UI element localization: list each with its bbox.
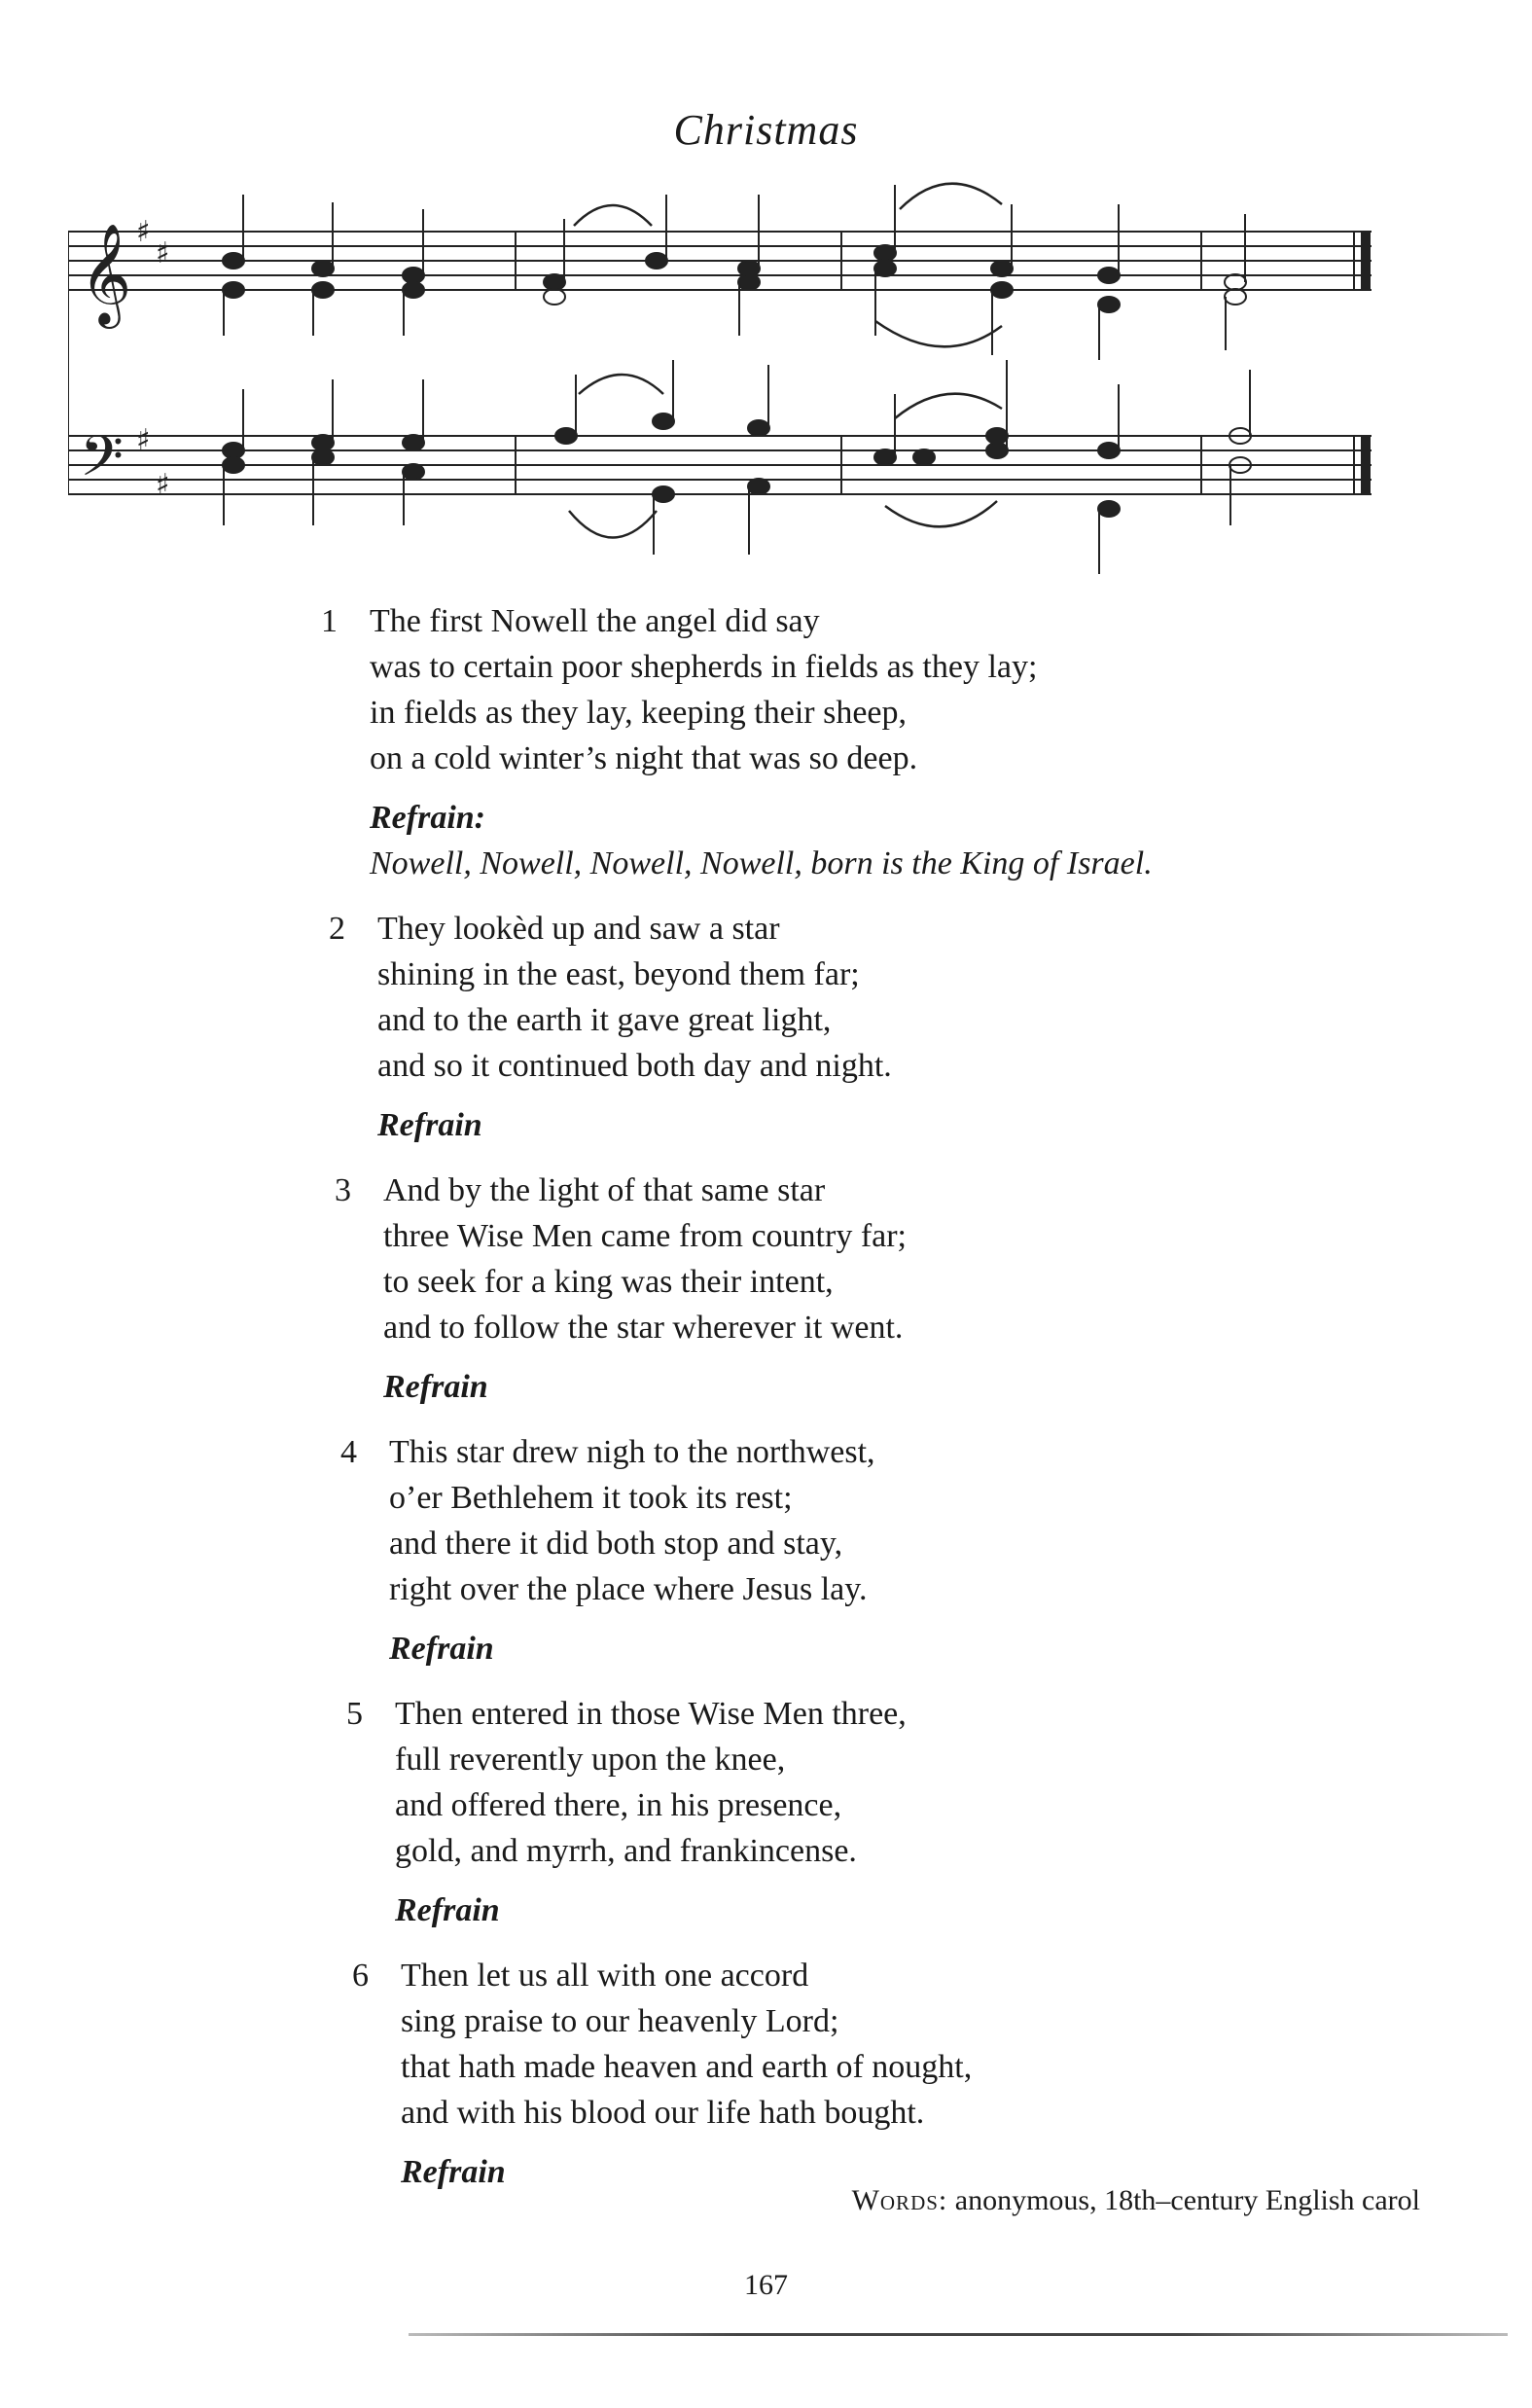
- verse-line: three Wise Men came from country far;: [383, 1218, 908, 1254]
- verse-number: 3: [335, 1172, 351, 1208]
- verse-number: 4: [340, 1434, 357, 1470]
- bass-clef-icon: [80, 423, 124, 503]
- treble-notes: [223, 185, 1246, 360]
- refrain-label: Refrain: [395, 1892, 500, 1928]
- verse-line: on a cold winter’s night that was so deep.: [370, 740, 918, 776]
- verse-line: and with his blood our life hath bought.: [401, 2095, 925, 2131]
- verse-line: gold, and myrrh, and frankincense.: [395, 1833, 857, 1869]
- verse-line: shining in the east, beyond them far;: [377, 956, 860, 992]
- verse-line: The first Nowell the angel did say: [370, 603, 820, 639]
- verse-line: And by the light of that same star: [383, 1172, 826, 1208]
- verse-line: and there it did both stop and stay,: [389, 1526, 843, 1562]
- verse-line: They lookèd up and saw a star: [377, 911, 780, 947]
- page-number: 167: [744, 2269, 788, 2301]
- svg-text:♯: ♯: [156, 468, 170, 502]
- verse-line: and offered there, in his presence,: [395, 1787, 842, 1823]
- treble-staff: [68, 232, 1372, 290]
- verse-number: 1: [321, 603, 338, 639]
- verse-5: [346, 1691, 1391, 1933]
- verse-line: to seek for a king was their intent,: [383, 1264, 834, 1300]
- verse-line: right over the place where Jesus lay.: [389, 1571, 868, 1607]
- bass-staff: [68, 436, 1372, 494]
- verse-line: full reverently upon the knee,: [395, 1742, 786, 1778]
- verse-6: [352, 1953, 1391, 2195]
- verse-number: 2: [329, 911, 345, 947]
- credit-text: anonymous, 18th–century English carol: [954, 2184, 1420, 2216]
- verse-line: o’er Bethlehem it took its rest;: [389, 1480, 793, 1516]
- verse-line: This star drew nigh to the northwest,: [389, 1434, 875, 1470]
- refrain-label: Refrain: [377, 1107, 482, 1143]
- verse-2: [329, 906, 1391, 1148]
- music-score: [68, 165, 1391, 593]
- verse-1: [321, 598, 1391, 886]
- treble-clef-icon: [80, 223, 131, 329]
- verse-line: Then entered in those Wise Men three,: [395, 1696, 907, 1732]
- verse-4: [340, 1429, 1391, 1671]
- barlines: [68, 232, 1370, 494]
- verse-line: and so it continued both day and night.: [377, 1048, 892, 1084]
- verse-line: and to follow the star wherever it went.: [383, 1310, 904, 1346]
- bass-notes: [223, 360, 1251, 574]
- svg-text:♯: ♯: [156, 236, 170, 270]
- refrain-text: Nowell, Nowell, Nowell, Nowell, born is the King of Israel.: [370, 845, 1153, 881]
- svg-text:𝄢: 𝄢: [80, 423, 125, 503]
- refrain-label: Refrain: [383, 1369, 488, 1405]
- verse-line: and to the earth it gave great light,: [377, 1002, 832, 1038]
- verse-line: sing praise to our heavenly Lord;: [401, 2003, 839, 2039]
- svg-text:♯: ♯: [136, 215, 151, 249]
- svg-text:♯: ♯: [136, 423, 151, 457]
- refrain-label: Refrain: [389, 1631, 494, 1667]
- svg-text:𝄞: 𝄞: [80, 223, 132, 325]
- refrain-label: Refrain:: [370, 800, 485, 836]
- words-credit: [852, 2184, 1420, 2217]
- verse-line: was to certain poor shepherds in fields as they lay;: [370, 649, 1038, 685]
- verse-line: Then let us all with one accord: [401, 1958, 809, 1994]
- footer-rule: [409, 2333, 1508, 2336]
- slurs: [569, 184, 1002, 538]
- verse-number: 5: [346, 1696, 363, 1732]
- verse-line: that hath made heaven and earth of nought,: [401, 2049, 973, 2085]
- verse-number: 6: [352, 1958, 369, 1994]
- key-signature-sharps: [136, 215, 170, 502]
- verse-line: in fields as they lay, keeping their sheep,: [370, 695, 908, 731]
- refrain-label: Refrain: [401, 2154, 506, 2190]
- hymn-verses: [321, 598, 1391, 2214]
- credit-label: Words:: [851, 2184, 948, 2216]
- verse-3: [335, 1168, 1391, 1410]
- page-title: Christmas: [673, 106, 859, 154]
